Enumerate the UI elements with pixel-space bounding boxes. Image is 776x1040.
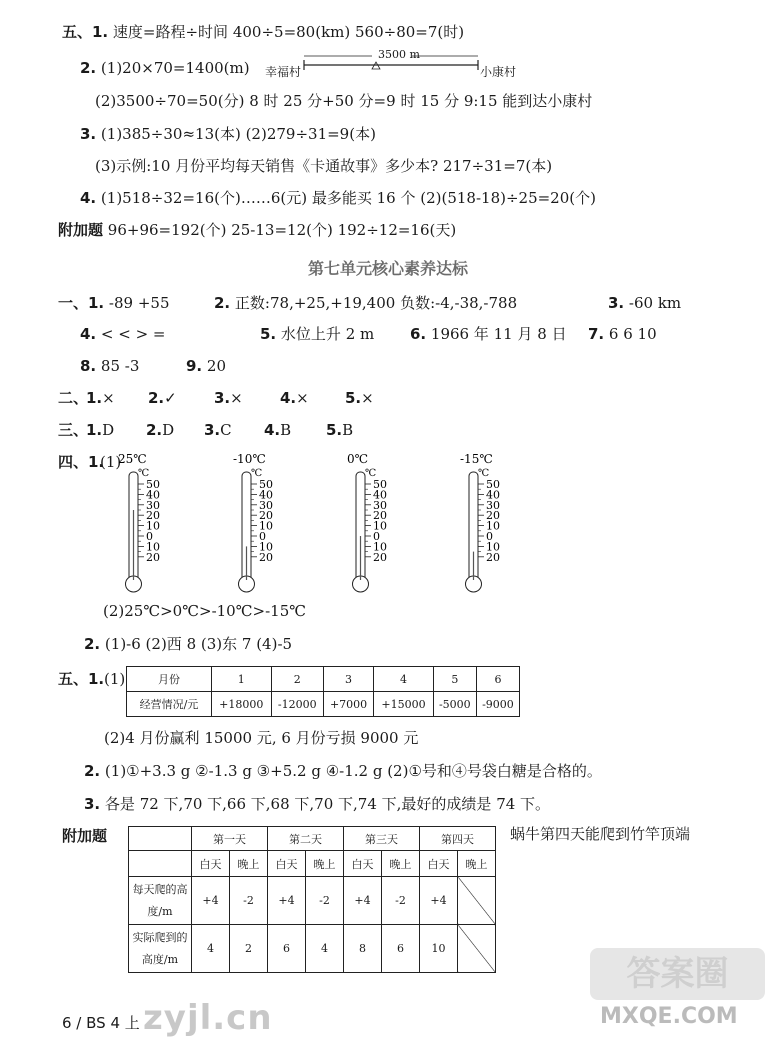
section-label: 五、1. xyxy=(62,23,109,41)
s3-label: 三、 xyxy=(58,421,89,439)
table-header-cell: 4 xyxy=(374,667,434,692)
q5-2-line2: (2)3500÷70=50(分) 8 时 25 分+50 分=9 时 15 分 9:15 能到达小康村 xyxy=(95,92,593,110)
scale-label: 30 xyxy=(146,498,160,512)
question-number: 7. xyxy=(588,325,605,343)
answer-text: 水位上升 2 m xyxy=(280,325,375,343)
thermometer-graphic xyxy=(327,452,417,597)
answer-text: (1)20×70=1400(m) xyxy=(100,59,250,77)
thermometer-graphic xyxy=(100,452,190,597)
s3-item-1 xyxy=(86,420,114,440)
question-number: 3. xyxy=(80,125,97,143)
question-number: 2. xyxy=(84,635,101,653)
table-header-cell: 1 xyxy=(212,667,272,692)
answer-text: B xyxy=(280,421,292,439)
question-number: 8. xyxy=(80,357,97,375)
table-cell: 2 xyxy=(230,925,268,973)
question-number: 6. xyxy=(410,325,427,343)
thermometer xyxy=(213,452,273,597)
s2-item-1 xyxy=(86,388,115,408)
thermometer-unit: ℃ xyxy=(251,468,263,479)
scale-label: 10 xyxy=(486,519,500,533)
table-cell: 10 xyxy=(420,925,458,973)
answer-text: 20 xyxy=(206,357,227,375)
scale-label: 10 xyxy=(259,519,273,533)
snail-table xyxy=(128,826,496,973)
table-cell: +4 xyxy=(420,877,458,925)
table-row-label: 每天爬的高度/m xyxy=(129,877,192,925)
scale-label: 10 xyxy=(486,540,500,554)
table-cell: -2 xyxy=(230,877,268,925)
scale-label: 30 xyxy=(486,498,500,512)
s1-q2 xyxy=(214,293,517,313)
table-header-cell: 5 xyxy=(433,667,476,692)
table-corner-cell xyxy=(129,827,192,851)
answer-text: (1)①+3.3 g ②-1.3 g ③+5.2 g ④-1.2 g (2)①号和④号袋白糖是合格的。 xyxy=(104,762,602,780)
thermometer-reading: -15℃ xyxy=(460,452,493,466)
thermometer-unit: ℃ xyxy=(478,468,490,479)
table-header-cell: 晚上 xyxy=(306,851,344,877)
question-number: 9. xyxy=(186,357,203,375)
thermometer-reading: 25℃ xyxy=(118,452,147,466)
distance-label: 3500 m xyxy=(378,48,420,61)
s5b-part1: (1) xyxy=(104,670,126,688)
answer-text: 96+96=192(个) 25-13=12(个) 192÷12=16(天) xyxy=(107,221,457,239)
scale-label: 30 xyxy=(373,498,387,512)
table-header-cell: 晚上 xyxy=(230,851,268,877)
table-cell: 6 xyxy=(268,925,306,973)
table-header-cell: 第二天 xyxy=(268,827,344,851)
table-header-cell: 白天 xyxy=(268,851,306,877)
s4-part2: (2)25℃>0℃>-10℃>-15℃ xyxy=(103,602,307,620)
table-cell: 经营情况/元 xyxy=(127,692,212,717)
question-number: 2. xyxy=(214,294,231,312)
thermometer-graphic xyxy=(213,452,303,597)
question-number: 4. xyxy=(280,389,297,407)
scale-label: 40 xyxy=(259,488,273,502)
s3-item-2 xyxy=(146,420,174,440)
table-cell: +15000 xyxy=(374,692,434,717)
thermometer-reading: 0℃ xyxy=(347,452,369,466)
question-number: 3. xyxy=(608,294,625,312)
question-number: 5. xyxy=(345,389,362,407)
scale-label: 40 xyxy=(373,488,387,502)
table-header-cell: 晚上 xyxy=(458,851,496,877)
s3-item-5 xyxy=(326,420,353,440)
s1-q9 xyxy=(186,356,226,376)
scale-label: 10 xyxy=(146,519,160,533)
table-row xyxy=(129,877,496,925)
answer-text: 1966 年 11 月 8 日 xyxy=(430,325,567,343)
table-header-cell: 晚上 xyxy=(382,851,420,877)
thermometer-reading: -10℃ xyxy=(233,452,266,466)
s1-q4 xyxy=(80,324,166,344)
question-number: 2. xyxy=(80,59,97,77)
table-header-cell: 3 xyxy=(323,667,373,692)
thermometer xyxy=(100,452,160,597)
answer-text: B xyxy=(342,421,354,439)
table-cell: +18000 xyxy=(212,692,272,717)
table-cell: 6 xyxy=(382,925,420,973)
answer-text: × xyxy=(230,389,243,407)
bonus2-answer: 蜗牛第四天能爬到竹竿顶端 xyxy=(510,825,691,843)
answer-text: × xyxy=(102,389,115,407)
table-row xyxy=(129,827,496,851)
table-cell: +7000 xyxy=(323,692,373,717)
table-cell: +4 xyxy=(192,877,230,925)
s3-item-3 xyxy=(204,420,232,440)
scale-label: 50 xyxy=(146,478,160,491)
table-header-cell: 白天 xyxy=(192,851,230,877)
thermometer-unit: ℃ xyxy=(138,468,150,479)
scale-label: 50 xyxy=(486,478,500,491)
s2-item-2 xyxy=(148,388,177,408)
watermark-mxqe: MXQE.COM xyxy=(600,1004,738,1029)
scale-label: 0 xyxy=(373,530,380,543)
question-number: 2. xyxy=(146,421,163,439)
scale-label: 0 xyxy=(486,530,493,543)
scale-label: 20 xyxy=(146,509,160,523)
scale-label: 20 xyxy=(486,550,500,564)
q5-3-line1 xyxy=(80,124,376,144)
s2-item-3 xyxy=(214,388,243,408)
s2-item-4 xyxy=(280,388,309,408)
question-number: 2. xyxy=(148,389,165,407)
question-number: 一、1. xyxy=(58,294,105,312)
table-cell: -2 xyxy=(382,877,420,925)
table-header-cell: 第四天 xyxy=(420,827,496,851)
table-row xyxy=(129,851,496,877)
s4-part1: (1) xyxy=(100,453,122,471)
question-number: 1. xyxy=(86,421,103,439)
question-number: 1. xyxy=(86,389,103,407)
scale-label: 0 xyxy=(259,530,266,543)
s1-q7 xyxy=(588,324,657,344)
s5b-q2 xyxy=(84,761,602,781)
answer-text: × xyxy=(361,389,374,407)
scale-label: 20 xyxy=(373,509,387,523)
scale-label: 30 xyxy=(259,498,273,512)
answer-text: 85 -3 xyxy=(100,357,140,375)
scale-label: 20 xyxy=(486,509,500,523)
village-left-label: 幸福村 xyxy=(265,65,302,79)
table-header-cell: 2 xyxy=(271,667,323,692)
s1-q6 xyxy=(410,324,567,344)
q5-2-line1 xyxy=(80,58,250,78)
table-header-cell: 月份 xyxy=(127,667,212,692)
scale-label: 40 xyxy=(146,488,160,502)
table-cell: 4 xyxy=(192,925,230,973)
question-number: 3. xyxy=(204,421,221,439)
table-header-cell: 白天 xyxy=(420,851,458,877)
table-slash-cell xyxy=(458,877,496,925)
table-header-cell: 第一天 xyxy=(192,827,268,851)
s5b-label: 五、1. xyxy=(58,670,105,688)
table-header-cell: 6 xyxy=(476,667,519,692)
business-table xyxy=(126,666,520,717)
table-cell: 4 xyxy=(306,925,344,973)
answer-text: D xyxy=(102,421,115,439)
scale-label: 10 xyxy=(373,540,387,554)
question-number: 5. xyxy=(260,325,277,343)
answer-text: ✓ xyxy=(164,389,177,407)
thermometer xyxy=(327,452,387,597)
table-header-cell: 第三天 xyxy=(344,827,420,851)
answer-text: 速度=路程÷时间 400÷5=80(km) 560÷80=7(时) xyxy=(112,23,465,41)
scale-label: 10 xyxy=(373,519,387,533)
answer-text: 6 6 10 xyxy=(608,325,657,343)
scale-label: 40 xyxy=(486,488,500,502)
bonus2-label: 附加题 xyxy=(62,827,108,845)
table-cell: -9000 xyxy=(476,692,519,717)
scale-label: 10 xyxy=(259,540,273,554)
answer-text: D xyxy=(162,421,175,439)
question-number: 3. xyxy=(84,795,101,813)
s4-q2 xyxy=(84,634,292,654)
table-cell: -5000 xyxy=(433,692,476,717)
table-cell: +4 xyxy=(344,877,382,925)
scale-label: 20 xyxy=(146,550,160,564)
table-row xyxy=(127,667,520,692)
village-right-label: 小康村 xyxy=(480,65,517,79)
s2-item-5 xyxy=(345,388,374,408)
s5b-q3 xyxy=(84,794,550,814)
answer-text: < < > = xyxy=(100,325,166,343)
page-footer: 6 / BS 4 上 xyxy=(62,1014,140,1032)
question-number: 4. xyxy=(80,325,97,343)
scale-label: 50 xyxy=(259,478,273,491)
answer-text: 正数:78,+25,+19,400 负数:-4,-38,-788 xyxy=(234,294,518,312)
scale-label: 0 xyxy=(146,530,153,543)
scale-label: 10 xyxy=(146,540,160,554)
answer-text: 各是 72 下,70 下,66 下,68 下,70 下,74 下,最好的成绩是 74 下。 xyxy=(104,795,551,813)
thermometer xyxy=(440,452,500,597)
scale-label: 50 xyxy=(373,478,387,491)
s1-q5 xyxy=(260,324,374,344)
bonus-label: 附加题 xyxy=(58,221,104,239)
table-slash-cell xyxy=(458,925,496,973)
s2-label: 二、 xyxy=(58,389,89,407)
table-row xyxy=(127,692,520,717)
question-number: 4. xyxy=(80,189,97,207)
question-number: 3. xyxy=(214,389,231,407)
unit-title: 第七单元核心素养达标 xyxy=(307,259,468,278)
answer-text: (1)518÷32=16(个)……6(元) 最多能买 16 个 (2)(518-18)÷25=20(个) xyxy=(100,189,596,207)
question-number: 5. xyxy=(326,421,343,439)
scale-label: 20 xyxy=(373,550,387,564)
scale-label: 20 xyxy=(259,550,273,564)
table-header-cell: 白天 xyxy=(344,851,382,877)
watermark-zyjl: zyjl.cn xyxy=(143,998,273,1038)
answer-text: -60 km xyxy=(628,294,682,312)
scale-label: 20 xyxy=(259,509,273,523)
question-number: 2. xyxy=(84,762,101,780)
s1-q3 xyxy=(608,293,681,313)
bonus1-line xyxy=(58,220,456,240)
table-row-label: 实际爬到的高度/m xyxy=(129,925,192,973)
table-cell: +4 xyxy=(268,877,306,925)
q5-3-line2: (3)示例:10 月份平均每天销售《卡通故事》多少本? 217÷31=7(本) xyxy=(95,157,553,175)
answer-text: × xyxy=(296,389,309,407)
q5-4-line xyxy=(80,188,596,208)
s4-label: 四、1. xyxy=(58,453,105,471)
q5-1-line xyxy=(62,22,464,42)
thermometer-unit: ℃ xyxy=(365,468,377,479)
s1-row1 xyxy=(58,293,170,313)
s1-q8 xyxy=(80,356,139,376)
table-cell: -2 xyxy=(306,877,344,925)
watermark-daanquan: 答案圈 xyxy=(590,948,765,1000)
table-cell: 8 xyxy=(344,925,382,973)
question-number: 4. xyxy=(264,421,281,439)
table-corner-cell xyxy=(129,851,192,877)
answer-text: (1)-6 (2)西 8 (3)东 7 (4)-5 xyxy=(104,635,293,653)
s5b-part2: (2)4 月份赢利 15000 元, 6 月份亏损 9000 元 xyxy=(104,729,419,747)
answer-text: -89 +55 xyxy=(104,294,170,312)
answer-text: (1)385÷30≈13(本) (2)279÷31=9(本) xyxy=(100,125,376,143)
s3-item-4 xyxy=(264,420,291,440)
answer-text: C xyxy=(220,421,232,439)
thermometer-graphic xyxy=(440,452,530,597)
table-cell: -12000 xyxy=(271,692,323,717)
table-row xyxy=(129,925,496,973)
